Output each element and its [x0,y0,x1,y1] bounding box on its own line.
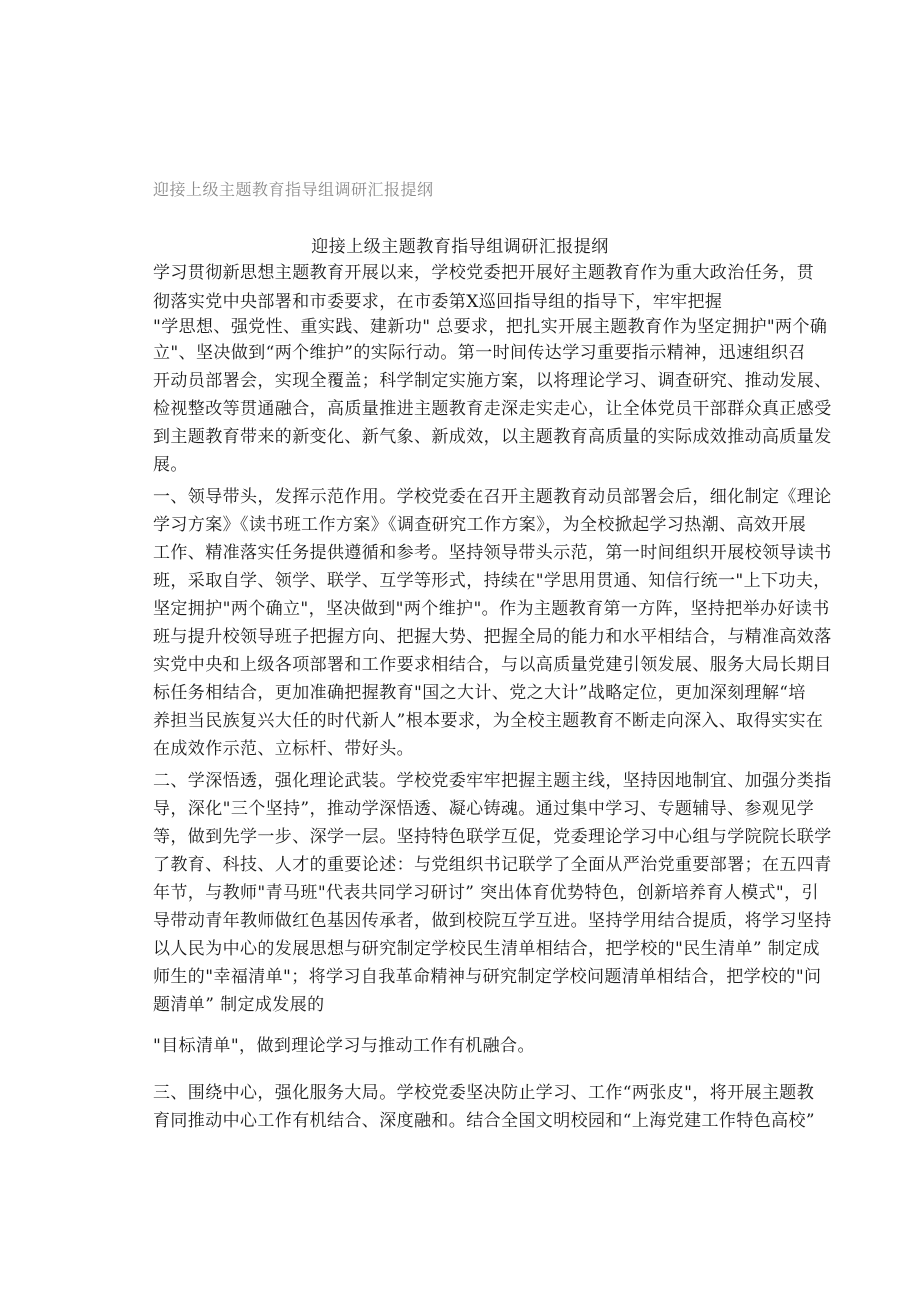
body-line: 一、领导带头，发挥示范作用。学校党委在召开主题教育动员部署会后，细化制定《理论 [153,487,832,507]
body-line: 师生的"幸福清单"；将学习自我革命精神与研究制定学校问题清单相结合，把学校的"问 [153,967,822,987]
body-line: 实党中央和上级各项部署和工作要求相结合，与以高质量党建引领发展、服务大局长期目 [153,655,832,675]
body-line: 了教育、科技、人才的重要论述：与党组织书记联学了全面从严治党重要部署；在五四青 [153,855,832,875]
body-line: 学习贯彻新思想主题教育开展以来，学校党委把开展好主题教育作为重大政治任务，贯 [153,263,815,283]
body-line: 导，深化"三个坚持”，推动学深悟透、凝心铸魂。通过集中学习、专题辅导、参观见学 [153,799,815,819]
body-line: 等，做到先学一步、深学一层。坚持特色联学互促，党委理论学习中心组与学院院长联学 [153,827,832,847]
body-line: 坚定拥护"两个确立"，坚决做到"两个维护"。作为主题教育第一方阵，坚持把举办好读书 [153,599,830,619]
body-line: 到主题教育带来的新变化、新气象、新成效，以主题教育高质量的实际成效推动高质量发 [153,427,832,447]
header-title: 迎接上级主题教育指导组调研汇报提纲 [153,180,434,199]
document-title: 迎接上级主题教育指导组调研汇报提纲 [311,237,609,257]
body-line: 学习方案》《读书班工作方案》《调查研究工作方案》，为全校掀起学习热潮、高效开展 [153,515,807,535]
body-line: 养担当民族复兴大任的时代新人”根本要求，为全校主题教育不断走向深入、取得实实在 [153,711,824,731]
body-line: 以人民为中心的发展思想与研究制定学校民生清单相结合，把学校的"民生清单” 制定成 [153,939,820,959]
body-line: 开动员部署会，实现全覆盖；科学制定实施方案，以将理论学习、调查研究、推动发展、 [153,371,832,391]
body-line: 工作、精准落实任务提供遵循和参考。坚持领导带头示范，第一时间组织开展校领导读书 [153,543,832,563]
body-line: 题清单” 制定成发展的 [153,995,325,1015]
body-line: 标任务相结合，更加准确把握教育"国之大计、党之大计”战略定位，更加深刻理解“培 [153,683,806,703]
body-line: 班，采取自学、领学、联学、互学等形式，持续在"学思用贯通、知信行统一"上下功夫， [153,571,831,591]
body-line: "学思想、强党性、重实践、建新功" 总要求，把扎实开展主题教育作为坚定拥护"两个确 [153,317,828,337]
body-line: 导带动青年教师做红色基因传承者，做到校院互学互进。坚持学用结合提质，将学习坚持 [153,911,832,931]
body-line: 班与提升校领导班子把握方向、把握大势、把握全局的能力和水平相结合，与精准高效落 [153,627,832,647]
body-line: 二、学深悟透，强化理论武装。学校党委牢牢把握主题主线，坚持因地制宜、加强分类指 [153,771,832,791]
body-line: 彻落实党中央部署和市委要求，在市委第X巡回指导组的指导下，牢牢把握 [153,292,723,312]
body-line: 在成效作示范、立标杆、带好头。 [153,739,414,759]
body-line: 检视整改等贯通融合，高质量推进主题教育走深走实走心，让全体党员干部群众真正感受 [153,399,832,419]
body-line: 三、围绕中心，强化服务大局。学校党委坚决防止学习、工作“两张皮"，将开展主题教 [153,1083,815,1103]
body-line: 年节，与教师"青马班"代表共同学习研讨” 突出体育优势特色，创新培养育人模式"，引 [153,883,819,903]
body-line: 展。 [153,455,188,475]
body-line: 立"、坚决做到“两个维护”的实际行动。第一时间传达学习重要指示精神，迅速组织召 [153,343,806,363]
body-line: "目标清单"，做到理论学习与推动工作有机融合。 [153,1036,535,1056]
body-line: 育同推动中心工作有机结合、深度融和。结合全国文明校园和“上海党建工作特色高校” [153,1111,815,1131]
